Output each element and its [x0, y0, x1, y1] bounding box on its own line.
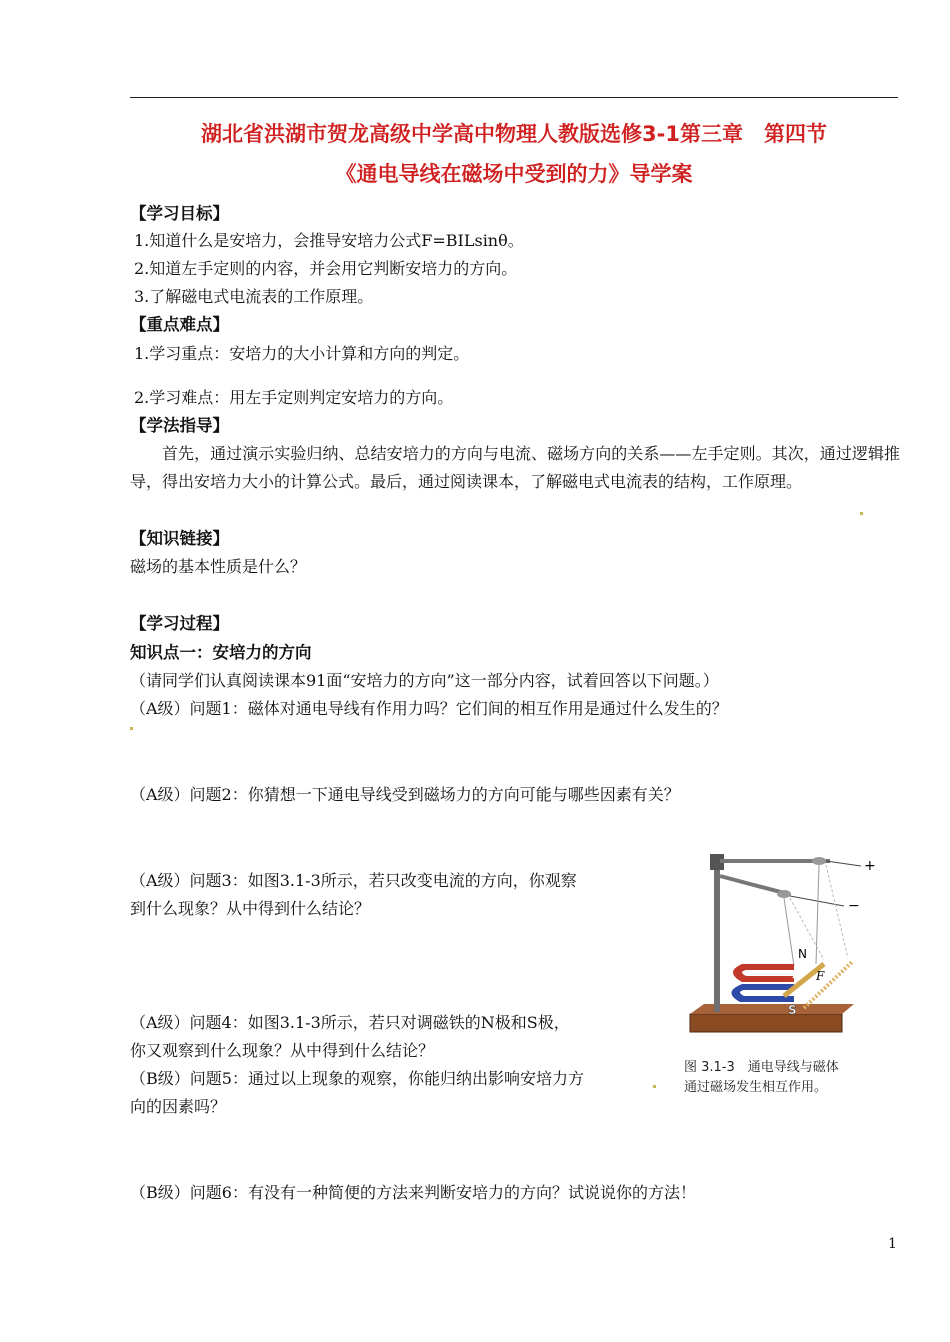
stray-mark	[130, 727, 133, 730]
document-title-line2: 《通电导线在磁场中受到的力》导学案	[335, 162, 693, 186]
lower-arm	[720, 876, 788, 894]
link-question: 磁场的基本性质是什么？	[130, 557, 307, 576]
knowledge-point-1-title: 知识点一：安培力的方向	[130, 643, 312, 662]
link-heading: 【知识链接】	[130, 529, 229, 548]
suspension-wire-1	[816, 865, 819, 964]
question-4-line2: 你又观察到什么现象？从中得到什么结论？	[130, 1041, 435, 1060]
magnet-upper-arm	[733, 964, 794, 982]
reading-instruction: （请同学们认真阅读课本91面“安培力的方向”这一部分内容，试着回答以下问题。）	[130, 671, 719, 690]
plus-label: +	[864, 858, 876, 874]
wooden-base	[690, 1014, 842, 1032]
question-1: （A级）问题1：磁体对通电导线有作用力吗？它们间的相互作用是通过什么发生的？	[130, 699, 728, 718]
figure-caption-line2: 通过磁场发生相互作用。	[684, 1080, 828, 1095]
question-4-line1: （A级）问题4：如图3.1-3所示，若只对调磁铁的N极和S极，	[130, 1013, 570, 1032]
force-label: F	[816, 969, 825, 983]
objectives-heading: 【学习目标】	[130, 204, 229, 223]
displaced-rod	[804, 962, 852, 1008]
objective-item-1: 1.知道什么是安培力，会推导安培力公式F=BILsinθ。	[134, 231, 524, 250]
north-pole-label: N	[798, 947, 807, 961]
question-6: （B级）问题6：有没有一种简便的方法来判断安培力的方向？试说说你的方法！	[130, 1183, 696, 1202]
plus-wire	[826, 861, 861, 866]
figure-caption-line1: 图 3.1-3 通电导线与磁体	[684, 1060, 839, 1075]
question-2: （A级）问题2：你猜想一下通电导线受到磁场力的方向可能与哪些因素有关？	[130, 785, 680, 804]
stand-rod	[714, 854, 720, 1012]
figure-caption	[684, 1058, 884, 1098]
method-heading: 【学法指导】	[130, 416, 229, 435]
question-3-line1: （A级）问题3：如图3.1-3所示，若只改变电流的方向，你观察	[130, 871, 577, 890]
stray-mark	[860, 512, 863, 515]
header-rule	[130, 97, 898, 98]
question-5-line1: （B级）问题5：通过以上现象的观察，你能归纳出影响安培力方	[130, 1069, 584, 1088]
key-point-item-2: 2.学习难点：用左手定则判定安培力的方向。	[134, 388, 454, 407]
suspension-wire-2	[784, 898, 794, 966]
document-title-line1: 湖北省洪湖市贺龙高级中学高中物理人教版选修3-1第三章 第四节	[201, 122, 827, 146]
suspension-wire-4	[790, 898, 824, 960]
minus-label: −	[848, 898, 860, 914]
key-points-heading: 【重点难点】	[130, 315, 229, 334]
lower-terminal	[777, 890, 791, 898]
key-point-item-1: 1.学习重点：安培力的大小计算和方向的判定。	[134, 344, 470, 363]
suspension-wire-3	[826, 865, 848, 958]
minus-wire	[790, 896, 844, 906]
objective-item-2: 2.知道左手定则的内容，并会用它判断安培力的方向。	[134, 259, 518, 278]
objective-item-3: 3.了解磁电式电流表的工作原理。	[134, 287, 374, 306]
question-5-line2: 向的因素吗？	[130, 1097, 227, 1116]
page-number: 1	[888, 1236, 897, 1252]
question-3-line2: 到什么现象？从中得到什么结论？	[130, 899, 371, 918]
upper-terminal	[812, 857, 826, 865]
process-heading: 【学习过程】	[130, 614, 229, 633]
south-pole-label: S	[788, 1003, 797, 1017]
stray-mark	[653, 1085, 656, 1088]
current-label: I	[792, 970, 796, 981]
method-paragraph: 首先，通过演示实验归纳、总结安培力的方向与电流、磁场方向的关系——左手定则。其次，通过逻辑推导，得出安培力大小的计算公式。最后，通过阅读课本，了解磁电式电流表的结构，工作原理。	[130, 444, 900, 491]
